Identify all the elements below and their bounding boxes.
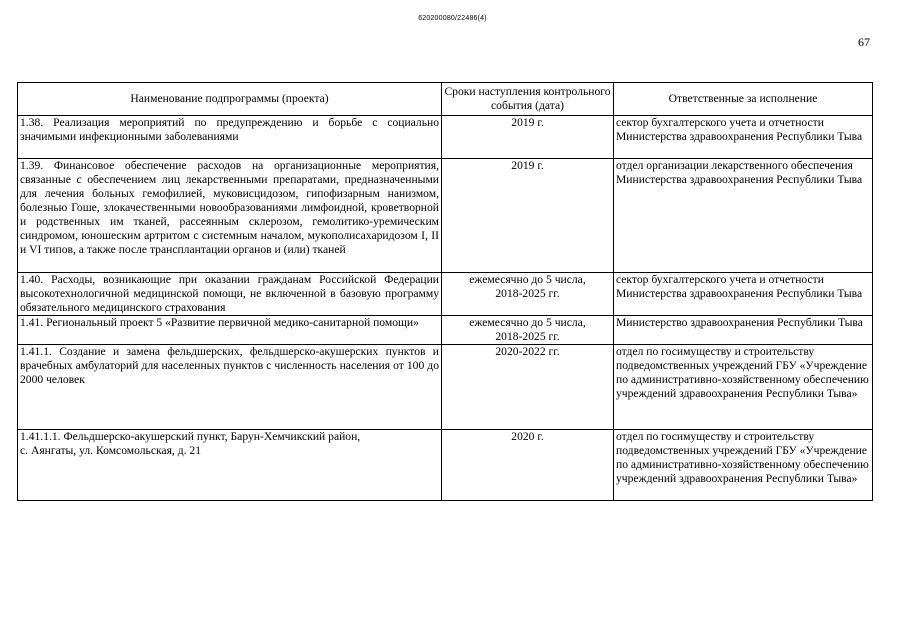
row-date: ежемесячно до 5 числа, 2018-2025 гг. — [442, 273, 614, 316]
document-id: 620200080/22486(4) — [418, 15, 487, 22]
row-responsible: сектор бухгалтерского учета и отчетности Министерства здравоохранения Республики Тыва — [614, 116, 873, 159]
row-responsible: сектор бухгалтерского учета и отчетности Министерства здравоохранения Республики Тыва — [614, 273, 873, 316]
row-responsible: отдел организации лекарственного обеспечения Министерства здравоохранения Республики Тыва — [614, 159, 873, 273]
row-name: 1.40. Расходы, возникающие при оказании гражданам Российской Федерации высокотехнологичной медицинской помощи, не включенной в базовую программу обязательного медицинского страхования — [18, 273, 442, 316]
table-header-row — [18, 83, 873, 116]
header-responsible: Ответственные за исполнение — [614, 83, 873, 116]
row-date: 2020 г. — [442, 430, 614, 501]
table-row — [18, 316, 873, 345]
table-row — [18, 345, 873, 430]
row-name: 1.38. Реализация мероприятий по предупреждению и борьбе с социально значимыми инфекционными заболеваниями — [18, 116, 442, 159]
table-row — [18, 159, 873, 273]
page-number: 67 — [858, 35, 870, 49]
events-table — [17, 82, 873, 501]
row-name: 1.41.1.1. Фельдшерско-акушерский пункт, Барун-Хемчикский район, с. Аянгаты, ул. Комсомольская, д. 21 — [18, 430, 442, 501]
row-responsible: отдел по госимуществу и строительству подведомственных учреждений ГБУ «Учреждение по административно-хозяйственному обеспечению учреждений здравоохранения Республики Тыва» — [614, 430, 873, 501]
row-date: ежемесячно до 5 числа, 2018-2025 гг. — [442, 316, 614, 345]
row-responsible: Министерство здравоохранения Республики Тыва — [614, 316, 873, 345]
header-name: Наименование подпрограммы (проекта) — [18, 83, 442, 116]
row-date: 2019 г. — [442, 116, 614, 159]
table-row — [18, 430, 873, 501]
header-date: Сроки наступления контрольного события (дата) — [442, 83, 614, 116]
row-date: 2019 г. — [442, 159, 614, 273]
row-responsible: отдел по госимуществу и строительству подведомственных учреждений ГБУ «Учреждение по административно-хозяйственному обеспечению учреждений здравоохранения Республики Тыва» — [614, 345, 873, 430]
row-date: 2020-2022 гг. — [442, 345, 614, 430]
table-row — [18, 273, 873, 316]
table-row — [18, 116, 873, 159]
row-name: 1.41.1. Создание и замена фельдшерских, фельдшерско-акушерских пунктов и врачебных амбулаторий для населенных пунктов с численность населения от 100 до 2000 человек — [18, 345, 442, 430]
row-name: 1.39. Финансовое обеспечение расходов на организационные мероприятия, связанные с обеспечением лиц лекарственными препаратами, предназначенными для лечения больных гемофилией, муковисцидозом, гипофизарным нанизмом, болезнью Гоше, злокачественными новообразованиями лимфоидной, кроветворной и родственных им тканей, рассеянным склерозом, гемолитико-уремическим синдромом, юношеским артритом с системным началом, мукополисахаридозом I, II и VI типов, а также после трансплантации органов и (или) тканей — [18, 159, 442, 273]
row-name: 1.41. Региональный проект 5 «Развитие первичной медико-санитарной помощи» — [18, 316, 442, 345]
